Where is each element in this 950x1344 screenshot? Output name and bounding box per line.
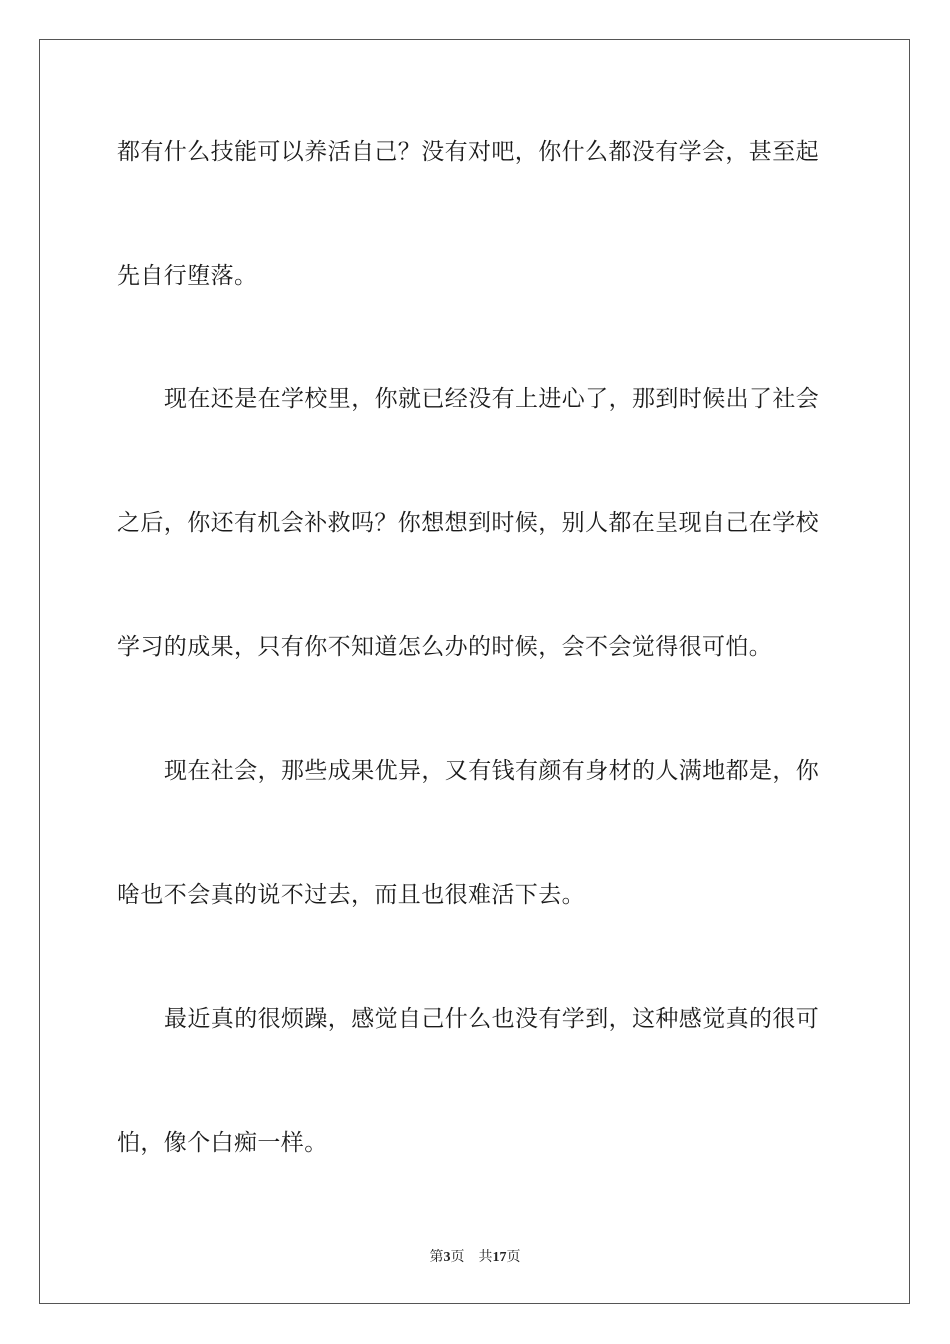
paragraph-line-6: 现在社会，那些成果优异，又有钱有颜有身材的人满地都是，你 xyxy=(164,758,820,784)
paragraph-line-8: 最近真的很烦躁，感觉自己什么也没有学到，这种感觉真的很可 xyxy=(164,1006,820,1032)
page-border xyxy=(39,39,910,1304)
total-pages: 17 xyxy=(492,1250,507,1265)
page-number: 3 xyxy=(443,1250,451,1265)
paragraph-line-3: 现在还是在学校里，你就已经没有上进心了，那到时候出了社会 xyxy=(164,386,820,412)
paragraph-line-1: 都有什么技能可以养活自己？没有对吧，你什么都没有学会，甚至起 xyxy=(117,139,819,165)
page-prefix: 第 xyxy=(429,1250,444,1265)
paragraph-line-4: 之后，你还有机会补救吗？你想想到时候，别人都在呈现自己在学校 xyxy=(117,510,819,536)
paragraph-line-7: 啥也不会真的说不过去，而且也很难活下去。 xyxy=(117,882,585,908)
paragraph-line-5: 学习的成果，只有你不知道怎么办的时候，会不会觉得很可怕。 xyxy=(117,634,773,660)
page-footer xyxy=(0,1246,950,1266)
total-prefix: 共 xyxy=(478,1250,493,1265)
total-suffix: 页 xyxy=(506,1250,521,1265)
paragraph-line-9: 怕，像个白痴一样。 xyxy=(117,1130,328,1156)
paragraph-line-2: 先自行堕落。 xyxy=(117,263,258,289)
page-suffix: 页 xyxy=(450,1250,465,1265)
